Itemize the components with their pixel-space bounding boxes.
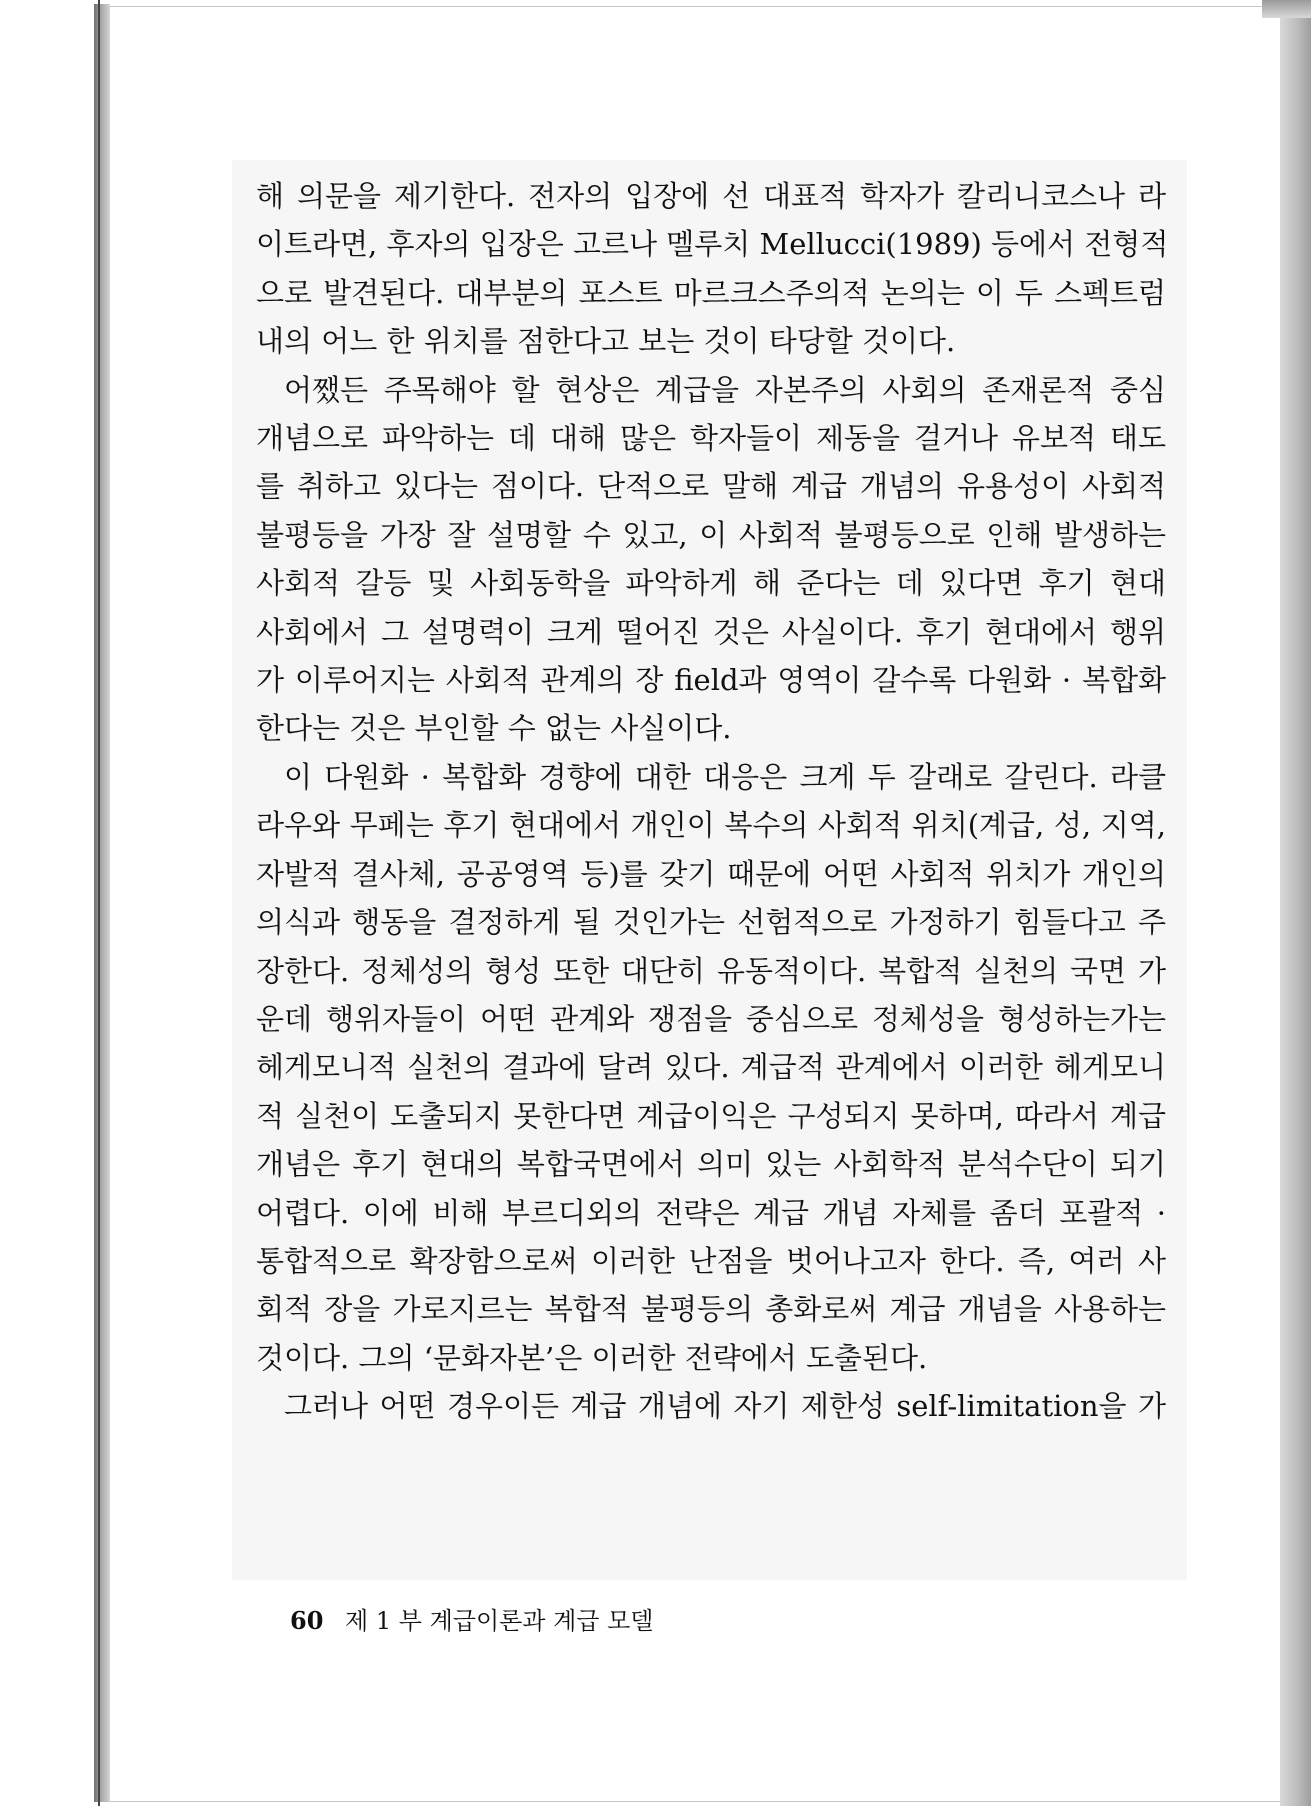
text-line: 어렵다. 이에 비해 부르디외의 전략은 계급 개념 자체를 좀더 포괄적 · (256, 1195, 1166, 1230)
page-corner-shadow (1262, 0, 1311, 18)
text-line: 헤게모니적 실천의 결과에 달려 있다. 계급적 관계에서 이러한 헤게모니 (256, 1050, 1166, 1085)
page-number: 60 (290, 1606, 324, 1635)
text-line: 장한다. 정체성의 형성 또한 대단히 유동적이다. 복합적 실천의 국면 가 (256, 953, 1166, 988)
text-line: 개념으로 파악하는 데 대해 많은 학자들이 제동을 걸거나 유보적 태도 (256, 421, 1166, 456)
text-line: 어쨌든 주목해야 할 현상은 계급을 자본주의 사회의 존재론적 중심 (284, 372, 1166, 407)
text-line: 불평등을 가장 잘 설명할 수 있고, 이 사회적 불평등으로 인해 발생하는 (256, 517, 1166, 552)
text-line: 개념은 후기 현대의 복합국면에서 의미 있는 사회학적 분석수단이 되기 (256, 1147, 1166, 1182)
text-line: 라우와 무페는 후기 현대에서 개인이 복수의 사회적 위치(계급, 성, 지역, (256, 808, 1166, 843)
text-line: 사회적 갈등 및 사회동학을 파악하게 해 준다는 데 있다면 후기 현대 (256, 566, 1166, 601)
text-line: 운데 행위자들이 어떤 관계와 쟁점을 중심으로 정체성을 형성하는가는 (256, 1001, 1166, 1036)
text-line: 한다는 것은 부인할 수 없는 사실이다. (256, 711, 732, 746)
text-line: 적 실천이 도출되지 못한다면 계급이익은 구성되지 못하며, 따라서 계급 (256, 1098, 1166, 1133)
page-footer (290, 1601, 653, 1636)
book-spine-shadow (94, 4, 110, 1802)
text-line: 를 취하고 있다는 점이다. 단적으로 말해 계급 개념의 유용성이 사회적 (256, 469, 1166, 504)
text-line: 그러나 어떤 경우이든 계급 개념에 자기 제한성 self-limitation을 가 (284, 1389, 1166, 1424)
text-line: 자발적 결사체, 공공영역 등)를 갖기 때문에 어떤 사회적 위치가 개인의 (256, 856, 1166, 891)
text-line: 사회에서 그 설명력이 크게 떨어진 것은 사실이다. 후기 현대에서 행위 (256, 614, 1166, 649)
running-head: 제 1 부 계급이론과 계급 모델 (345, 1607, 654, 1635)
text-line: 회적 장을 가로지르는 복합적 불평등의 총화로써 계급 개념을 사용하는 (256, 1292, 1166, 1327)
page-right-edge-shadow (1280, 0, 1311, 1806)
text-line: 의식과 행동을 결정하게 될 것인가는 선험적으로 가정하기 힘들다고 주 (256, 905, 1166, 940)
text-line: 내의 어느 한 위치를 점한다고 보는 것이 타당할 것이다. (256, 324, 956, 359)
text-line: 이 다원화 · 복합화 경향에 대한 대응은 크게 두 갈래로 갈린다. 라클 (284, 759, 1166, 794)
book-spine-edge (98, 0, 100, 1806)
text-line: 이트라면, 후자의 입장은 고르나 멜루치 Mellucci(1989) 등에서 전형적 (256, 227, 1169, 262)
text-line: 통합적으로 확장함으로써 이러한 난점을 벗어나고자 한다. 즉, 여러 사 (256, 1243, 1166, 1278)
text-line: 으로 발견된다. 대부분의 포스트 마르크스주의적 논의는 이 두 스펙트럼 (256, 275, 1166, 310)
text-line: 것이다. 그의 ‘문화자본’은 이러한 전략에서 도출된다. (256, 1340, 928, 1375)
body-text (256, 172, 1169, 1431)
text-line: 해 의문을 제기한다. 전자의 입장에 선 대표적 학자가 칼리니코스나 라 (256, 179, 1166, 213)
text-line: 가 이루어지는 사회적 관계의 장 field과 영역이 갈수록 다원화 · 복합화 (256, 663, 1166, 698)
